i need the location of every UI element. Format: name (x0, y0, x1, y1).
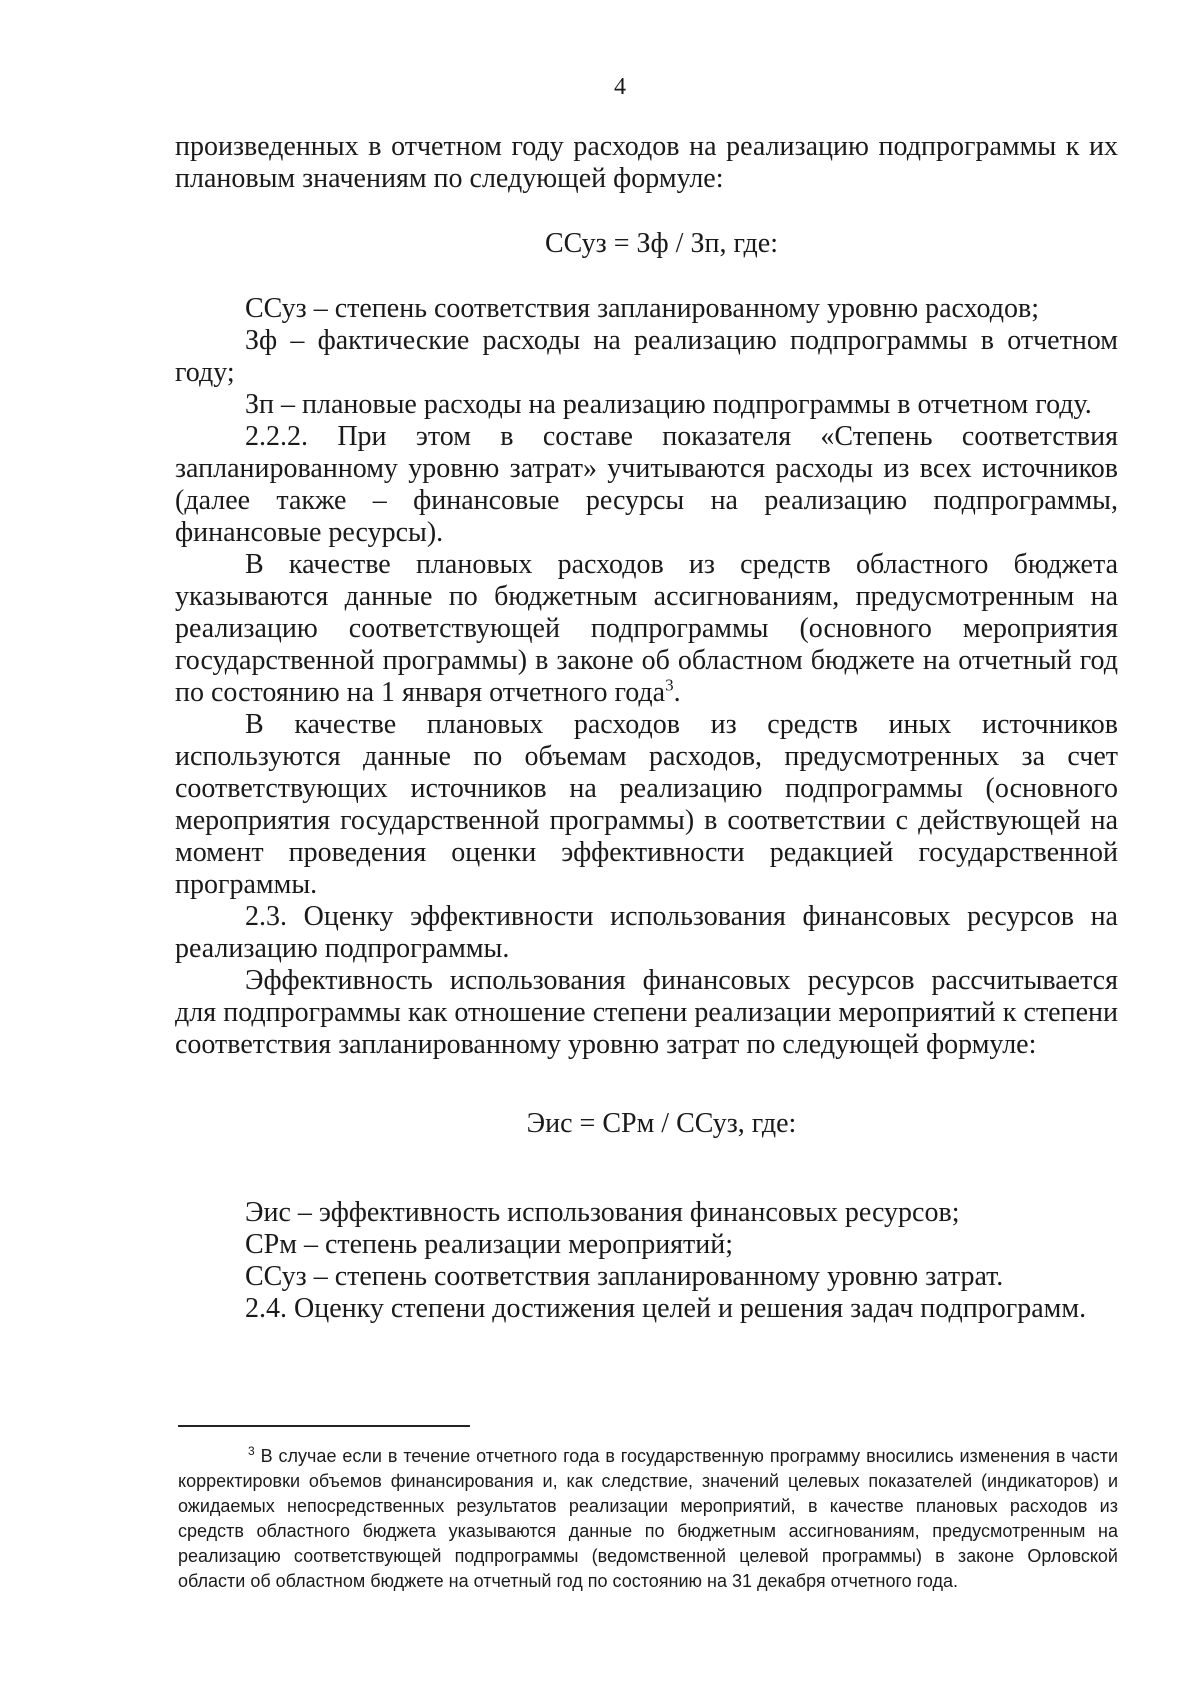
footnote-reference: 3 (665, 675, 674, 695)
definition-eis: Эис – эффективность использования финансовых ресурсов; (245, 1197, 960, 1228)
formula-ccuz: ССуз = Зф / Зп, где: (544, 228, 778, 259)
definition-zp: Зп – плановые расходы на реализацию подпрограммы в отчетном году. (245, 389, 1092, 420)
formula-eis: Эис = СРм / ССуз, где: (526, 1108, 797, 1139)
paragraph-efficiency: Эффективность использования финансовых ресурсов рассчитывается для подпрограммы как отношение степени реализации мероприятий к степени соответствия запланированному уровню затрат по следующей формуле: (175, 965, 1118, 1060)
footnote-text: В случае если в течение отчетного года в государственную программу вносились изменения в части корректировки объемов финансирования и, как следствие, значений целевых показателей (индикаторов) и ожидаемых непосредственных результатов реализации мероприятий, в качестве плановых расходов из средств областного бюджета указываются данные по бюджетным ассигнованиям, предусмотренным на реализацию соответствующей подпрограммы (ведомственной целевой программы) в законе Орловской области об областном бюджете на отчетный год по состоянию на 31 декабря отчетного года. (178, 1446, 1118, 1591)
paragraph-regional-budget-end: . (673, 677, 681, 708)
document-body (175, 131, 1118, 1325)
paragraph-other-sources: В качестве плановых расходов из средств иных источников используются данные по объемам расходов, предусмотренных за счет соответствующих источников на реализацию подпрограммы (основного мероприятия государственной программы) в соответствии с действующей на момент проведения оценки эффективности редакцией государственной программы. (175, 709, 1118, 900)
page-number: 4 (614, 74, 626, 100)
definition-ccuz-costs: ССуз – степень соответствия запланированному уровню затрат. (245, 1261, 1004, 1292)
paragraph-regional-budget (175, 549, 1118, 709)
paragraph-regional-budget-text: В качестве плановых расходов из средств областного бюджета указываются данные по бюджетным ассигнованиям, предусмотренным на реализацию соответствующей подпрограммы (основного мероприятия государственной программы) в законе об областном бюджете на отчетный год по состоянию на 1 января отчетного года (175, 549, 1118, 708)
definition-zf: Зф – фактические расходы на реализацию подпрограммы в отчетном году; (175, 325, 1118, 388)
footnote (178, 1444, 1118, 1594)
definition-srm: СРм – степень реализации мероприятий; (245, 1229, 734, 1260)
paragraph-2-3: 2.3. Оценку эффективности использования финансовых ресурсов на реализацию подпрограммы. (175, 901, 1118, 964)
paragraph-2-2-2: 2.2.2. При этом в составе показателя «Степень соответствия запланированному уровню затрат» учитываются расходы из всех источников (далее также – финансовые ресурсы на реализацию подпрограммы, финансовые ресурсы). (175, 421, 1118, 548)
footnote-divider (178, 1425, 470, 1427)
definition-ccuz-expenses: ССуз – степень соответствия запланированному уровню расходов; (245, 293, 1039, 324)
footnote-mark: 3 (248, 1444, 255, 1458)
paragraph-2-4: 2.4. Оценку степени достижения целей и решения задач подпрограмм. (245, 1293, 1087, 1324)
paragraph-intro: произведенных в отчетном году расходов на реализацию подпрограммы к их плановым значениям по следующей формуле: (175, 131, 1118, 194)
